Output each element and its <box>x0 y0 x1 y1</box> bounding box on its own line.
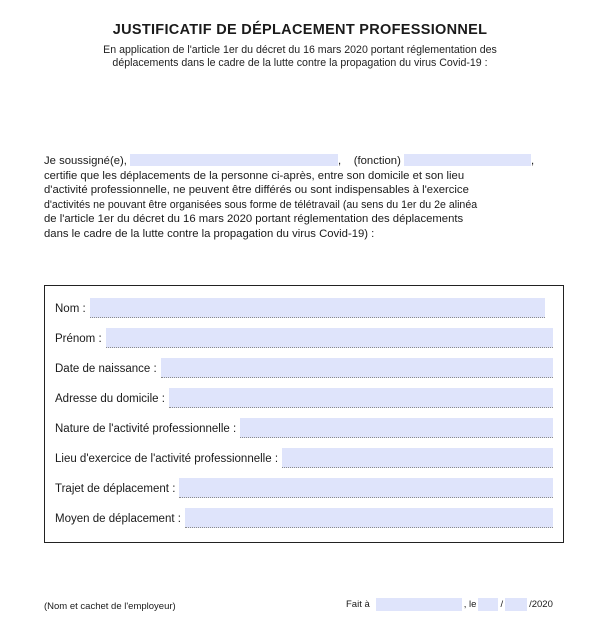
row-moyen <box>55 508 553 528</box>
employee-info-box <box>44 285 564 543</box>
label-prenom: Prénom : <box>55 333 102 345</box>
document-title: JUSTIFICATIF DE DÉPLACEMENT PROFESSIONNEL <box>112 22 488 38</box>
soussigne-name-field[interactable] <box>130 154 338 166</box>
row-prenom <box>55 328 553 348</box>
fait-a-text: Fait à <box>346 599 370 610</box>
lieu-exercice-input[interactable] <box>282 448 553 468</box>
label-nature-activite: Nature de l'activité professionnelle : <box>55 423 237 435</box>
fonction-field[interactable] <box>404 154 531 166</box>
declaration-paragraph <box>44 154 561 242</box>
je-soussigne-text: Je soussigné(e), <box>44 155 127 167</box>
label-date-naissance: Date de naissance : <box>55 363 157 375</box>
row-trajet <box>55 478 553 498</box>
declaration-line-3: d'activité professionnelle, ne peuvent être différés ou sont indispensables à l'exercice <box>44 184 469 197</box>
end-comma-text: , <box>530 155 535 167</box>
row-nom <box>55 298 545 318</box>
declaration-line-1 <box>44 154 561 169</box>
label-adresse: Adresse du domicile : <box>55 393 165 405</box>
day-field[interactable] <box>478 598 498 611</box>
label-trajet: Trajet de déplacement : <box>55 483 176 495</box>
declaration-line-2: certifie que les déplacements de la personne ci-après, entre son domicile et son lieu <box>44 169 465 182</box>
declaration-line-6: dans le cadre de la lutte contre la propagation du virus Covid-19) : <box>44 227 375 240</box>
subtitle-line-1: En application de l'article 1er du décret du 16 mars 2020 portant réglementation des <box>103 44 497 56</box>
row-nature-activite <box>55 418 553 438</box>
fonction-text: (fonction) <box>353 155 401 167</box>
document-subtitle <box>50 44 550 70</box>
row-adresse <box>55 388 553 408</box>
row-date-naissance <box>55 358 553 378</box>
trajet-input[interactable] <box>179 478 553 498</box>
prenom-input[interactable] <box>106 328 553 348</box>
comma-text: , <box>338 155 342 167</box>
label-nom: Nom : <box>55 303 86 315</box>
month-field[interactable] <box>505 598 527 611</box>
year-text: 2020 <box>531 599 553 610</box>
subtitle-line-2: déplacements dans le cadre de la lutte contre la propagation du virus Covid-19 : <box>112 57 488 69</box>
slash-1: / <box>500 599 504 610</box>
fait-a-field[interactable] <box>376 598 462 611</box>
nature-activite-input[interactable] <box>240 418 553 438</box>
employer-stamp-note: (Nom et cachet de l'employeur) <box>44 601 176 612</box>
nom-input[interactable] <box>90 298 545 318</box>
moyen-input[interactable] <box>185 508 553 528</box>
slash-2: / <box>529 599 532 610</box>
date-naissance-input[interactable] <box>161 358 553 378</box>
signature-place-date <box>346 598 553 611</box>
declaration-line-5: de l'article 1er du décret du 16 mars 2020 portant réglementation des déplacements <box>44 213 464 226</box>
row-lieu-exercice <box>55 448 553 468</box>
label-lieu-exercice: Lieu d'exercice de l'activité professionnelle : <box>55 453 279 465</box>
declaration-line-4: d'activités ne pouvant être organisées sous forme de télétravail (au sens du 1er du 2e alinéa <box>44 198 478 211</box>
le-text: , le <box>463 599 477 610</box>
label-moyen: Moyen de déplacement : <box>55 513 181 525</box>
adresse-input[interactable] <box>169 388 553 408</box>
